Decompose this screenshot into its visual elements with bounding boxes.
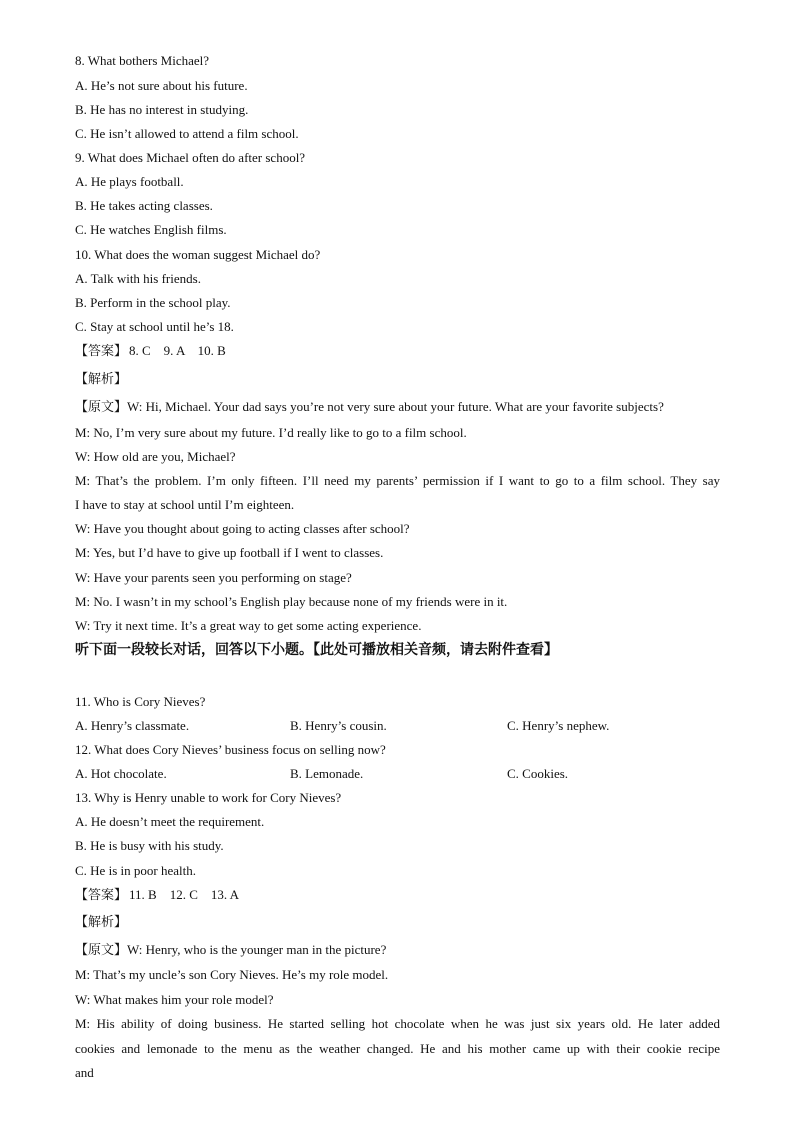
option-11a: A. Henry’s classmate. — [75, 718, 190, 733]
transcript-line — [75, 398, 720, 416]
question-13: 13. Why is Henry unable to work for Cory Nieves? — [75, 790, 342, 805]
transcript-line: W: Have your parents seen you performing on stage? — [75, 570, 352, 585]
answer-line-1 — [75, 342, 720, 360]
option-11b: B. Henry’s cousin. — [290, 718, 387, 733]
transcript-line — [75, 941, 720, 959]
transcript-line: and — [75, 1065, 94, 1080]
question-12: 12. What does Cory Nieves’ business focus on selling now? — [75, 742, 386, 757]
transcript-line: W: What makes him your role model? — [75, 992, 274, 1007]
question-10: 10. What does the woman suggest Michael do? — [75, 247, 321, 262]
transcript-text: W: Hi, Michael. Your dad says you’re not very sure about your future. What are your favorite subjects? — [127, 399, 664, 414]
question-9: 9. What does Michael often do after school? — [75, 150, 306, 165]
option-10c: C. Stay at school until he’s 18. — [75, 319, 234, 334]
option-13b: B. He is busy with his study. — [75, 838, 224, 853]
transcript-line: cookies and lemonade to the menu as the weather changed. He and his mother came up with their cookie recipe — [75, 1041, 720, 1056]
option-9a: A. He plays football. — [75, 174, 184, 189]
option-8c: C. He isn’t allowed to attend a film school. — [75, 126, 299, 141]
option-10b: B. Perform in the school play. — [75, 295, 231, 310]
option-9b: B. He takes acting classes. — [75, 198, 213, 213]
original-tag: 【原文】 — [75, 399, 128, 414]
option-8a: A. He’s not sure about his future. — [75, 78, 248, 93]
transcript-line: W: Try it next time. It’s a great way to get some acting experience. — [75, 618, 422, 633]
question-11: 11. Who is Cory Nieves? — [75, 694, 206, 709]
option-13a: A. He doesn’t meet the requirement. — [75, 814, 265, 829]
transcript-line: I have to stay at school until I’m eighteen. — [75, 497, 295, 512]
question-8: 8. What bothers Michael? — [75, 53, 210, 68]
analysis-tag: 【解析】 — [75, 914, 128, 929]
option-13c: C. He is in poor health. — [75, 863, 196, 878]
transcript-line: W: How old are you, Michael? — [75, 449, 236, 464]
option-12b: B. Lemonade. — [290, 766, 364, 781]
transcript-line: M: No. I wasn’t in my school’s English play because none of my friends were in it. — [75, 594, 508, 609]
analysis-tag: 【解析】 — [75, 371, 128, 386]
option-12a: A. Hot chocolate. — [75, 766, 167, 781]
answer-values: 8. C 9. A 10. B — [129, 343, 226, 358]
answer-values: 11. B 12. C 13. A — [129, 887, 240, 902]
transcript-line: W: Have you thought about going to acting classes after school? — [75, 521, 410, 536]
transcript-line: M: That’s the problem. I’m only fifteen. I’ll need my parents’ permission if I want to go to a film school. They say — [75, 473, 720, 488]
transcript-line: M: No, I’m very sure about my future. I’d really like to go to a film school. — [75, 425, 467, 440]
option-8b: B. He has no interest in studying. — [75, 102, 249, 117]
option-10a: A. Talk with his friends. — [75, 271, 201, 286]
answer-tag: 【答案】 — [75, 887, 128, 902]
transcript-line: M: That’s my uncle’s son Cory Nieves. He’s my role model. — [75, 967, 389, 982]
option-9c: C. He watches English films. — [75, 222, 227, 237]
transcript-line: M: Yes, but I’d have to give up football if I went to classes. — [75, 545, 384, 560]
answer-line-2 — [75, 886, 720, 904]
option-12c: C. Cookies. — [507, 766, 569, 781]
transcript-text: W: Henry, who is the younger man in the picture? — [127, 942, 387, 957]
listening-instruction: 听下面一段较长对话，回答以下小题。【此处可播放相关音频，请去附件查看】 — [75, 642, 558, 658]
option-11c: C. Henry’s nephew. — [507, 718, 610, 733]
answer-tag: 【答案】 — [75, 343, 128, 358]
original-tag: 【原文】 — [75, 942, 128, 957]
transcript-line: M: His ability of doing business. He started selling hot chocolate when he was just six years old. He later added — [75, 1016, 720, 1031]
